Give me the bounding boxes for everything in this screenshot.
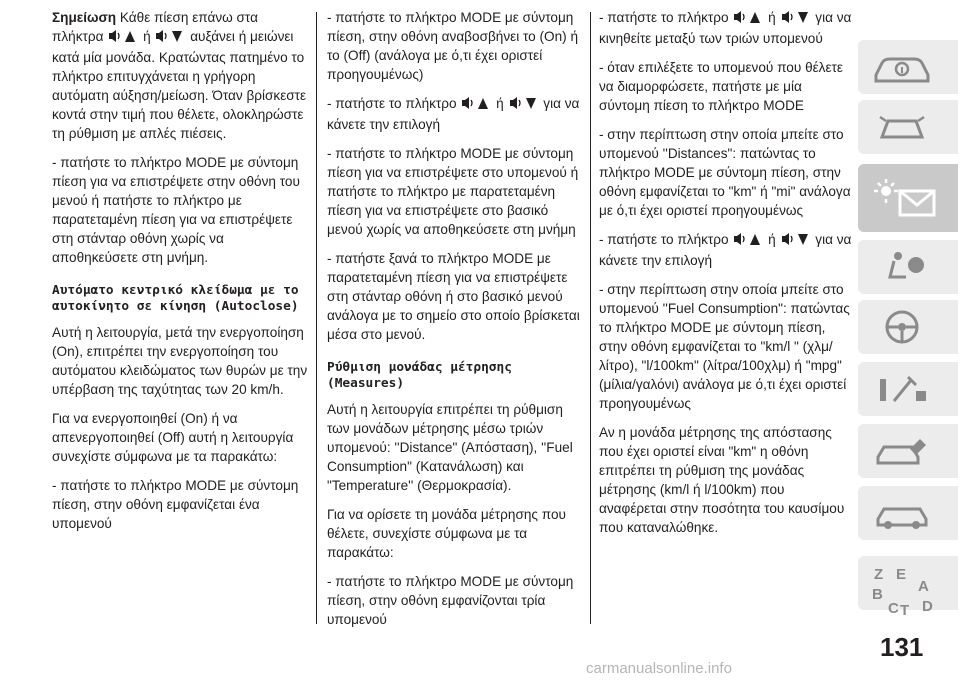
speaker-down-icon <box>781 232 811 251</box>
paragraph: - πατήστε το πλήκτρο MODE με σύντομη πίεση, στην οθόνη εμφανίζεται ένα υπομενού <box>52 478 299 531</box>
paragraph: Αν η μονάδα μέτρησης της απόστασης που έχει οριστεί είναι "km" η οθόνη επιτρέπει τη ρύθμιση της μονάδας μέτρησης (km/l ή l/100km) που αναφέρεται στην ποσότητα του καυσίμου που καταναλώθηκε. <box>599 425 845 535</box>
column-1 <box>52 8 308 543</box>
car-data-icon <box>872 493 932 533</box>
paragraph: - πατήστε το πλήκτρο MODE με σύντομη πίεση, στην οθόνη αναβοσβήνει το (On) ή το (Off) (ανάλογα με ό,τι έχει οριστεί προηγουμένως) <box>327 10 579 82</box>
paragraph: Αυτή η λειτουργία επιτρέπει τη ρύθμιση των μονάδων μέτρησης μέσω τριών υπομενού: ''Distance" (Απόσταση), ''Fuel Consumption" (Κατανάλωση) και "Temperature'' (Θερμοκρασία). <box>327 402 573 493</box>
tab-technical-data[interactable] <box>858 486 958 540</box>
index-letter: E <box>896 566 907 583</box>
paragraph: Για να ορίσετε τη μονάδα μέτρησης που θέλετε, συνεχίστε σύμφωνα με τα παρακάτω: <box>327 507 566 560</box>
tab-car-lights[interactable] <box>858 100 958 154</box>
steering-wheel-icon <box>872 307 932 347</box>
section-heading-autoclose: Αυτόματο κεντρικό κλείδωμα με το αυτοκίνητο σε κίνηση (Autoclose) <box>52 283 299 314</box>
index-letter: C <box>888 600 899 617</box>
watermark: carmanualsonline.info <box>586 660 732 677</box>
paragraph-with-icons: - πατήστε το πλήκτρο ή για να κινηθείτε μεταξύ των τριών υπομενού <box>599 10 852 46</box>
note-label: Σημείωση <box>52 10 117 25</box>
tab-warning-lights-messages[interactable] <box>858 164 958 232</box>
paragraph-with-icons: - πατήστε το πλήκτρο ή για να κάνετε την επιλογή <box>327 96 580 132</box>
paragraph: Για να ενεργοποιηθεί (On) ή να απενεργοποιηθεί (Off) αυτή η λειτουργία συνεχίστε σύμφωνα με τα παρακάτω: <box>52 411 294 464</box>
tab-car-info[interactable] <box>858 40 958 94</box>
car-service-icon <box>872 431 932 471</box>
index-letter: T <box>900 602 910 619</box>
section-heading-measures: Ρύθμιση μονάδας μέτρησης (Measures) <box>327 360 512 391</box>
paragraph-with-icons: - πατήστε το πλήκτρο ή για να κάνετε την επιλογή <box>599 232 852 268</box>
column-2 <box>327 8 583 639</box>
speaker-down-icon <box>781 10 811 29</box>
speaker-up-icon <box>108 29 138 48</box>
airbag-seat-icon <box>872 247 932 287</box>
paragraph: - όταν επιλέξετε το υπομενού που θέλετε να διαμορφώσετε, πατήστε με μία σύντομη πίεση το πλήκτρο MODE <box>599 60 843 113</box>
paragraph: - πατήστε το πλήκτρο MODE με σύντομη πίεση για να επιστρέψετε στο υπομενού ή πατήστε το πλήκτρο με παρατεταμένη πίεση για να επιστρέψετε στο βασικό μενού χωρίς να αποθηκεύσετε στη μνήμη <box>327 146 579 237</box>
paragraph: Αυτή η λειτουργία, μετά την ενεργοποίηση (On), επιτρέπει την ενεργοποίηση του αυτόματου κλειδώματος των θυρών με την υπέρβαση της ταχύτητας των 20 km/h. <box>52 325 308 397</box>
paragraph: - στην περίπτωση στην οποία μπείτε στο υπομενού ''Distances": πατώντας το πλήκτρο MODE με σύντομη πίεση, στην οθόνη εμφανίζεται το "km" ή "mi" ανάλογα με ό,τι έχει οριστεί προηγουμένως <box>599 127 851 218</box>
tools-icon <box>872 369 932 409</box>
column-divider <box>316 12 317 624</box>
car-info-icon <box>872 47 932 87</box>
speaker-down-icon <box>509 96 539 115</box>
paragraph: - στην περίπτωση στην οποία μπείτε στο υπομενού ''Fuel Consumption": πατώντας το πλήκτρο MODE με σύντομη πίεση, στην οθόνη εμφανίζεται το "km/l " (χλμ/λίτρο), "l/100km" (λίτρα/100χλμ) ή "mpg" (μίλια/γαλόνι) ανάλογα με ό,τι έχει οριστεί προηγουμένως <box>599 282 850 411</box>
tab-emergency[interactable] <box>858 362 958 416</box>
note-paragraph: Σημείωση Κάθε πίεση επάνω στα πλήκτρα ή αυξάνει ή μειώνει κατά μία μονάδα. Κρατώντας πατημένο το πλήκτρο επιτυγχάνεται η γρήγορη αυτόματη αύξηση/μείωση. Όταν βρίσκεστε κοντά στην τιμή που θέλετε, ολοκληρώστε τη ρύθμιση με απλές πιέσεις. <box>52 10 307 141</box>
tab-safety[interactable] <box>858 240 958 294</box>
tab-maintenance[interactable] <box>858 424 958 478</box>
tab-driving[interactable] <box>858 300 958 354</box>
paragraph: - πατήστε το πλήκτρο MODE με σύντομη πίεση, στην οθόνη εμφανίζονται τρία υπομενού <box>327 574 574 627</box>
page-number: 131 <box>880 632 924 662</box>
tab-index[interactable] <box>858 556 958 619</box>
paragraph: - πατήστε το πλήκτρο MODE με σύντομη πίεση για να επιστρέψετε στην οθόνη του μενού ή πατήστε το πλήκτρο με παρατεταμένη πίεση για να επιστρέψετε στη στάνταρ οθόνη χωρίς να αποθηκεύσετε στη μνήμη. <box>52 155 300 265</box>
speaker-down-icon <box>155 29 185 48</box>
paragraph: - πατήστε ξανά το πλήκτρο MODE με παρατεταμένη πίεση για να επιστρέψετε στη στάνταρ οθόνη ή στο βασικό μενού ανάλογα με το σημείο στο οποίο βρίσκεται μέσα στο μενού. <box>327 251 580 342</box>
index-letter: A <box>918 578 929 595</box>
index-letter: B <box>872 586 883 603</box>
index-letter: Z <box>874 566 884 583</box>
car-lights-icon <box>872 107 932 147</box>
index-letter: D <box>922 598 933 615</box>
speaker-up-icon <box>733 232 763 251</box>
speaker-up-icon <box>733 10 763 29</box>
speaker-up-icon <box>461 96 491 115</box>
index-letters-icon <box>872 563 942 619</box>
column-divider <box>590 12 591 624</box>
column-3 <box>599 8 855 547</box>
warning-light-message-icon <box>872 171 942 225</box>
